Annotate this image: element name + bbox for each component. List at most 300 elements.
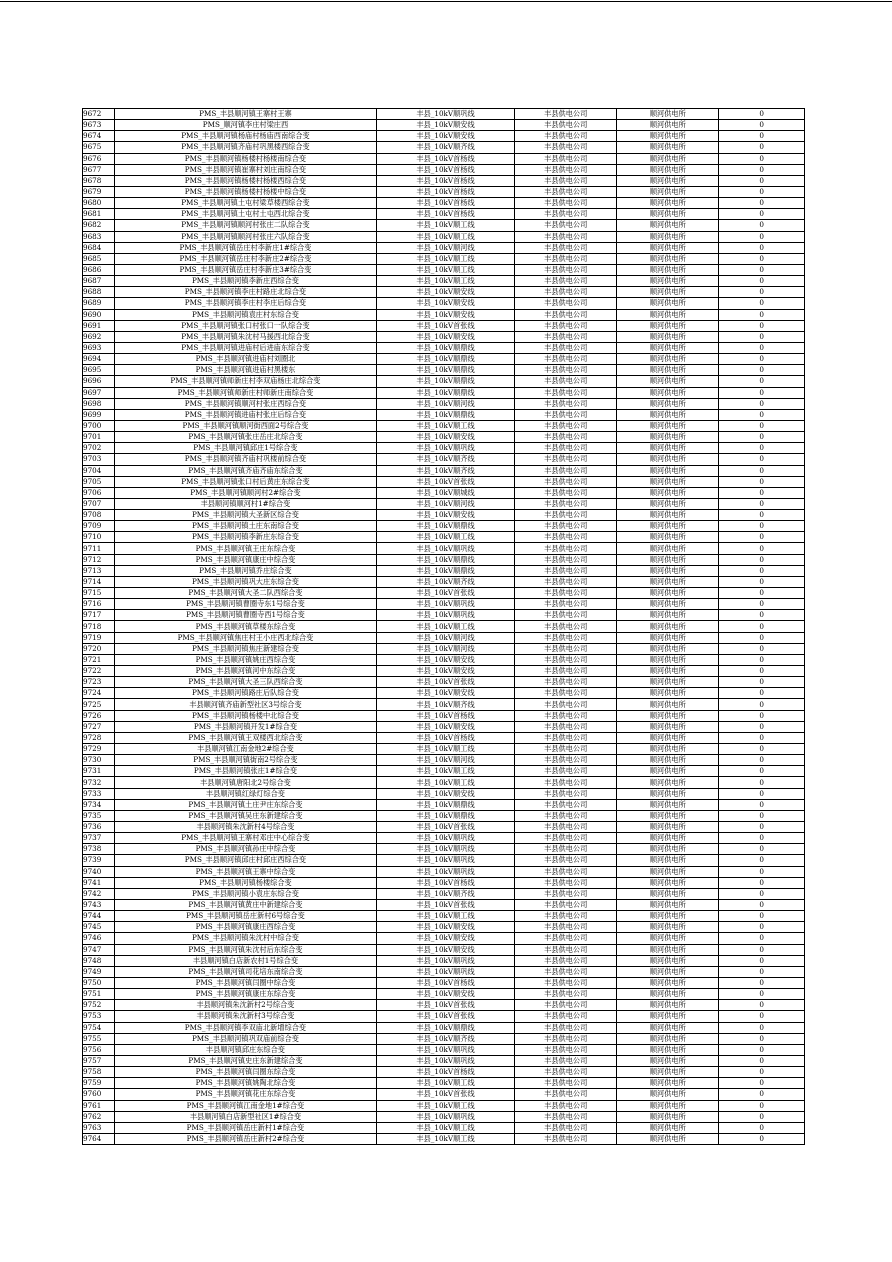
company-cell: 丰县供电公司 (515, 1022, 617, 1033)
station-cell: 顺河供电所 (617, 599, 719, 610)
transformer-name-cell: PMS_丰县顺河镇江南金地1#综合变 (114, 1100, 376, 1111)
transformer-name-cell: 丰县顺河镇朱沈新村4号综合变 (114, 822, 376, 833)
row-number-cell: 9730 (83, 755, 115, 766)
company-cell: 丰县供电公司 (515, 131, 617, 142)
feeder-line-cell: 丰县_10kV顺鼎线 (376, 799, 514, 810)
station-cell: 顺河供电所 (617, 354, 719, 365)
row-number-cell: 9753 (83, 1011, 115, 1022)
company-cell: 丰县供电公司 (515, 799, 617, 810)
row-number-cell: 9701 (83, 432, 115, 443)
value-cell: 0 (719, 855, 805, 866)
transformer-name-cell: PMS_丰县顺河镇路庄后队综合变 (114, 688, 376, 699)
row-number-cell: 9739 (83, 855, 115, 866)
value-cell: 0 (719, 989, 805, 1000)
station-cell: 顺河供电所 (617, 944, 719, 955)
row-number-cell: 9702 (83, 443, 115, 454)
feeder-line-cell: 丰县_10kV首张线 (376, 476, 514, 487)
transformer-name-cell: 丰县顺河镇红绿灯综合变 (114, 788, 376, 799)
feeder-line-cell: 丰县_10kV顺鼎线 (376, 342, 514, 353)
table-row (83, 1078, 805, 1089)
row-number-cell: 9708 (83, 510, 115, 521)
transformer-name-cell: PMS_丰县顺河镇岳庄新村6号综合变 (114, 911, 376, 922)
row-number-cell: 9755 (83, 1033, 115, 1044)
company-cell: 丰县供电公司 (515, 175, 617, 186)
row-number-cell: 9690 (83, 309, 115, 320)
transformer-name-cell: 丰县顺河镇白店新型社区1#综合变 (114, 1111, 376, 1122)
feeder-line-cell: 丰县_10kV顺安线 (376, 922, 514, 933)
feeder-line-cell: 丰县_10kV顺鼎线 (376, 554, 514, 565)
company-cell: 丰县供电公司 (515, 777, 617, 788)
row-number-cell: 9713 (83, 565, 115, 576)
feeder-line-cell: 丰县_10kV顺安线 (376, 287, 514, 298)
feeder-line-cell: 丰县_10kV顺河线 (376, 498, 514, 509)
value-cell: 0 (719, 944, 805, 955)
station-cell: 顺河供电所 (617, 331, 719, 342)
station-cell: 顺河供电所 (617, 788, 719, 799)
feeder-line-cell: 丰县_10kV顺城线 (376, 487, 514, 498)
row-number-cell: 9757 (83, 1055, 115, 1066)
row-number-cell: 9734 (83, 799, 115, 810)
company-cell: 丰县供电公司 (515, 944, 617, 955)
feeder-line-cell: 丰县_10kV顺安线 (376, 510, 514, 521)
transformer-name-cell: PMS_丰县顺河镇王寨中综合变 (114, 866, 376, 877)
station-cell: 顺河供电所 (617, 989, 719, 1000)
row-number-cell: 9763 (83, 1122, 115, 1133)
company-cell: 丰县供电公司 (515, 610, 617, 621)
company-cell: 丰县供电公司 (515, 365, 617, 376)
table-row (83, 1022, 805, 1033)
station-cell: 顺河供电所 (617, 721, 719, 732)
value-cell: 0 (719, 1022, 805, 1033)
row-number-cell: 9723 (83, 677, 115, 688)
row-number-cell: 9726 (83, 710, 115, 721)
feeder-line-cell: 丰县_10kV顺工线 (376, 231, 514, 242)
feeder-line-cell: 丰县_10kV顺鼎线 (376, 1022, 514, 1033)
row-number-cell: 9714 (83, 576, 115, 587)
feeder-line-cell: 丰县_10kV顺鼎线 (376, 354, 514, 365)
table-row (83, 298, 805, 309)
table-row (83, 944, 805, 955)
transformer-name-cell: PMS_丰县顺河镇王庄东综合变 (114, 543, 376, 554)
value-cell: 0 (719, 599, 805, 610)
table-row (83, 1044, 805, 1055)
transformer-name-cell: PMS_丰县顺河镇齐庙村巩黑楼西综合变 (114, 142, 376, 153)
value-cell: 0 (719, 198, 805, 209)
company-cell: 丰县供电公司 (515, 109, 617, 120)
table-row (83, 732, 805, 743)
company-cell: 丰县供电公司 (515, 276, 617, 287)
value-cell: 0 (719, 231, 805, 242)
row-number-cell: 9677 (83, 164, 115, 175)
value-cell: 0 (719, 175, 805, 186)
feeder-line-cell: 丰县_10kV顺安线 (376, 309, 514, 320)
feeder-line-cell: 丰县_10kV首张线 (376, 320, 514, 331)
company-cell: 丰县供电公司 (515, 621, 617, 632)
station-cell: 顺河供电所 (617, 621, 719, 632)
value-cell: 0 (719, 242, 805, 253)
transformer-name-cell: PMS_丰县顺河镇孙庄中综合变 (114, 844, 376, 855)
table-row (83, 131, 805, 142)
transformer-name-cell: PMS_丰县顺河镇姚陶北综合变 (114, 1078, 376, 1089)
feeder-line-cell: 丰县_10kV首杨线 (376, 877, 514, 888)
feeder-line-cell: 丰县_10kV顺工线 (376, 253, 514, 264)
transformer-name-cell: PMS_丰县顺河镇师新庄村师新庄南综合变 (114, 387, 376, 398)
transformer-name-cell: PMS_丰县顺河镇杨楼中北综合变 (114, 710, 376, 721)
company-cell: 丰县供电公司 (515, 899, 617, 910)
table-row (83, 822, 805, 833)
value-cell: 0 (719, 677, 805, 688)
row-number-cell: 9679 (83, 186, 115, 197)
transformer-name-cell: PMS_丰县顺河镇王寨村邓庄中心综合变 (114, 833, 376, 844)
transformer-name-cell: PMS_丰县顺河镇张庄岳庄北综合变 (114, 432, 376, 443)
station-cell: 顺河供电所 (617, 1022, 719, 1033)
feeder-line-cell: 丰县_10kV顺安线 (376, 933, 514, 944)
row-number-cell: 9725 (83, 699, 115, 710)
company-cell: 丰县供电公司 (515, 833, 617, 844)
table-row (83, 510, 805, 521)
row-number-cell: 9733 (83, 788, 115, 799)
station-cell: 顺河供电所 (617, 209, 719, 220)
table-row (83, 788, 805, 799)
transformer-name-cell: PMS_丰县顺河镇进庙村张庄后综合变 (114, 409, 376, 420)
transformer-name-cell: PMS_丰县顺河镇岳庄村李新庄1#综合变 (114, 242, 376, 253)
company-cell: 丰县供电公司 (515, 231, 617, 242)
feeder-line-cell: 丰县_10kV顺工线 (376, 621, 514, 632)
company-cell: 丰县供电公司 (515, 198, 617, 209)
company-cell: 丰县供电公司 (515, 632, 617, 643)
feeder-line-cell: 丰县_10kV顺安线 (376, 331, 514, 342)
station-cell: 顺河供电所 (617, 955, 719, 966)
row-number-cell: 9703 (83, 454, 115, 465)
transformer-name-cell: PMS_丰县顺河镇康庄东综合变 (114, 989, 376, 1000)
company-cell: 丰县供电公司 (515, 710, 617, 721)
feeder-line-cell: 丰县_10kV顺安线 (376, 654, 514, 665)
transformer-name-cell: PMS_丰县顺河镇焦庄新建综合变 (114, 643, 376, 654)
value-cell: 0 (719, 454, 805, 465)
value-cell: 0 (719, 532, 805, 543)
transformer-name-cell: PMS_丰县顺河镇朱沈村马援西北综合变 (114, 331, 376, 342)
table-row (83, 543, 805, 554)
feeder-line-cell: 丰县_10kV顺鼎线 (376, 387, 514, 398)
table-row (83, 521, 805, 532)
row-number-cell: 9729 (83, 744, 115, 755)
value-cell: 0 (719, 521, 805, 532)
station-cell: 顺河供电所 (617, 810, 719, 821)
station-cell: 顺河供电所 (617, 565, 719, 576)
value-cell: 0 (719, 209, 805, 220)
feeder-line-cell: 丰县_10kV首杨线 (376, 164, 514, 175)
station-cell: 顺河供电所 (617, 432, 719, 443)
company-cell: 丰县供电公司 (515, 532, 617, 543)
company-cell: 丰县供电公司 (515, 1055, 617, 1066)
value-cell: 0 (719, 387, 805, 398)
value-cell: 0 (719, 977, 805, 988)
value-cell: 0 (719, 487, 805, 498)
table-row (83, 498, 805, 509)
table-row (83, 922, 805, 933)
table-row (83, 432, 805, 443)
row-number-cell: 9711 (83, 543, 115, 554)
station-cell: 顺河供电所 (617, 1111, 719, 1122)
transformer-name-cell: PMS_丰县顺河镇乔庄综合变 (114, 565, 376, 576)
company-cell: 丰县供电公司 (515, 1111, 617, 1122)
table-row (83, 1033, 805, 1044)
value-cell: 0 (719, 554, 805, 565)
table-row (83, 621, 805, 632)
station-cell: 顺河供电所 (617, 387, 719, 398)
table-row (83, 755, 805, 766)
company-cell: 丰县供电公司 (515, 766, 617, 777)
feeder-line-cell: 丰县_10kV顺齐线 (376, 699, 514, 710)
table-row (83, 888, 805, 899)
feeder-line-cell: 丰县_10kV顺工线 (376, 1100, 514, 1111)
row-number-cell: 9762 (83, 1111, 115, 1122)
transformer-name-cell: PMS_丰县顺河镇土庄尹庄东综合变 (114, 799, 376, 810)
row-number-cell: 9744 (83, 911, 115, 922)
value-cell: 0 (719, 610, 805, 621)
table-row (83, 899, 805, 910)
row-number-cell: 9715 (83, 588, 115, 599)
company-cell: 丰县供电公司 (515, 521, 617, 532)
feeder-line-cell: 丰县_10kV顺巩线 (376, 866, 514, 877)
transformer-name-cell: 丰县顺河镇邱庄东综合变 (114, 1044, 376, 1055)
row-number-cell: 9728 (83, 732, 115, 743)
transformer-name-cell: 丰县顺河镇齐庙新型社区3号综合变 (114, 699, 376, 710)
station-cell: 顺河供电所 (617, 822, 719, 833)
feeder-line-cell: 丰县_10kV顺巩线 (376, 599, 514, 610)
company-cell: 丰县供电公司 (515, 298, 617, 309)
transformer-name-cell: PMS_丰县顺河镇袁庄村东综合变 (114, 309, 376, 320)
table-row (83, 766, 805, 777)
table-row (83, 1055, 805, 1066)
company-cell: 丰县供电公司 (515, 554, 617, 565)
station-cell: 顺河供电所 (617, 120, 719, 131)
table-row (83, 632, 805, 643)
value-cell: 0 (719, 621, 805, 632)
transformer-name-cell: PMS_丰县顺河镇吴庄东新建综合变 (114, 810, 376, 821)
table-row (83, 1067, 805, 1078)
station-cell: 顺河供电所 (617, 732, 719, 743)
row-number-cell: 9754 (83, 1022, 115, 1033)
feeder-line-cell: 丰县_10kV顺河线 (376, 755, 514, 766)
value-cell: 0 (719, 810, 805, 821)
transformer-name-cell: PMS_丰县顺河镇大圣新区综合变 (114, 510, 376, 521)
row-number-cell: 9743 (83, 899, 115, 910)
station-cell: 顺河供电所 (617, 844, 719, 855)
transformer-name-cell: PMS_丰县顺河镇李庄村李庄后综合变 (114, 298, 376, 309)
feeder-line-cell: 丰县_10kV顺巩线 (376, 844, 514, 855)
value-cell: 0 (719, 844, 805, 855)
table-row (83, 744, 805, 755)
table-row (83, 454, 805, 465)
value-cell: 0 (719, 298, 805, 309)
station-cell: 顺河供电所 (617, 554, 719, 565)
company-cell: 丰县供电公司 (515, 476, 617, 487)
feeder-line-cell: 丰县_10kV顺齐线 (376, 888, 514, 899)
row-number-cell: 9759 (83, 1078, 115, 1089)
value-cell: 0 (719, 432, 805, 443)
feeder-line-cell: 丰县_10kV顺安线 (376, 721, 514, 732)
station-cell: 顺河供电所 (617, 977, 719, 988)
feeder-line-cell: 丰县_10kV顺工线 (376, 1122, 514, 1133)
transformer-name-cell: PMS_丰县顺河镇李新庄西综合变 (114, 276, 376, 287)
transformer-name-cell: PMS_丰县顺河镇姚庄西综合变 (114, 654, 376, 665)
station-cell: 顺河供电所 (617, 420, 719, 431)
value-cell: 0 (719, 320, 805, 331)
company-cell: 丰县供电公司 (515, 599, 617, 610)
company-cell: 丰县供电公司 (515, 432, 617, 443)
table-row (83, 1089, 805, 1100)
company-cell: 丰县供电公司 (515, 911, 617, 922)
company-cell: 丰县供电公司 (515, 977, 617, 988)
transformer-name-cell: PMS_丰县顺河镇李双庙北新增综合变 (114, 1022, 376, 1033)
row-number-cell: 9749 (83, 966, 115, 977)
feeder-line-cell: 丰县_10kV首张线 (376, 677, 514, 688)
station-cell: 顺河供电所 (617, 498, 719, 509)
transformer-name-cell: PMS_顺河镇李庄村梁庄西 (114, 120, 376, 131)
value-cell: 0 (719, 1078, 805, 1089)
feeder-line-cell: 丰县_10kV顺巩线 (376, 955, 514, 966)
company-cell: 丰县供电公司 (515, 409, 617, 420)
feeder-line-cell: 丰县_10kV顺河线 (376, 643, 514, 654)
transformer-name-cell: PMS_丰县顺河镇河中东综合变 (114, 666, 376, 677)
station-cell: 顺河供电所 (617, 1055, 719, 1066)
transformer-name-cell: PMS_丰县顺河镇土庄东南综合变 (114, 521, 376, 532)
value-cell: 0 (719, 142, 805, 153)
station-cell: 顺河供电所 (617, 766, 719, 777)
feeder-line-cell: 丰县_10kV首杨线 (376, 175, 514, 186)
feeder-line-cell: 丰县_10kV首杨线 (376, 732, 514, 743)
value-cell: 0 (719, 465, 805, 476)
station-cell: 顺河供电所 (617, 1000, 719, 1011)
feeder-line-cell: 丰县_10kV首杨线 (376, 153, 514, 164)
transformer-name-cell: PMS_丰县顺河镇师新庄村李双庙杨庄北综合变 (114, 376, 376, 387)
transformer-name-cell: PMS_丰县顺河镇闫圈中综合变 (114, 977, 376, 988)
row-number-cell: 9709 (83, 521, 115, 532)
company-cell: 丰县供电公司 (515, 209, 617, 220)
company-cell: 丰县供电公司 (515, 654, 617, 665)
station-cell: 顺河供电所 (617, 1133, 719, 1144)
feeder-line-cell: 丰县_10kV顺巩线 (376, 833, 514, 844)
feeder-line-cell: 丰县_10kV顺河线 (376, 398, 514, 409)
value-cell: 0 (719, 309, 805, 320)
feeder-line-cell: 丰县_10kV顺安线 (376, 788, 514, 799)
station-cell: 顺河供电所 (617, 654, 719, 665)
row-number-cell: 9678 (83, 175, 115, 186)
feeder-line-cell: 丰县_10kV顺工线 (376, 264, 514, 275)
value-cell: 0 (719, 365, 805, 376)
row-number-cell: 9680 (83, 198, 115, 209)
row-number-cell: 9681 (83, 209, 115, 220)
row-number-cell: 9693 (83, 342, 115, 353)
company-cell: 丰县供电公司 (515, 877, 617, 888)
station-cell: 顺河供电所 (617, 632, 719, 643)
feeder-line-cell: 丰县_10kV顺安线 (376, 989, 514, 1000)
transformer-name-cell: PMS_丰县顺河镇王双楼西北综合变 (114, 732, 376, 743)
transformer-name-cell: PMS_丰县顺河镇土屯村梁草楼西综合变 (114, 198, 376, 209)
table-row (83, 376, 805, 387)
transformer-name-cell: PMS_丰县顺河镇曹圈寺西1号综合变 (114, 610, 376, 621)
feeder-line-cell: 丰县_10kV顺巩线 (376, 966, 514, 977)
feeder-line-cell: 丰县_10kV顺安线 (376, 666, 514, 677)
row-number-cell: 9742 (83, 888, 115, 899)
value-cell: 0 (719, 788, 805, 799)
station-cell: 顺河供电所 (617, 287, 719, 298)
row-number-cell: 9724 (83, 688, 115, 699)
transformer-name-cell: PMS_丰县顺河镇进庙村黑楼东 (114, 365, 376, 376)
value-cell: 0 (719, 955, 805, 966)
transformer-name-cell: PMS_丰县顺河镇齐庙齐庙东综合变 (114, 465, 376, 476)
feeder-line-cell: 丰县_10kV首杨线 (376, 198, 514, 209)
transformer-name-cell: PMS_丰县顺河镇邱庄1号综合变 (114, 443, 376, 454)
row-number-cell: 9736 (83, 822, 115, 833)
table-row (83, 443, 805, 454)
company-cell: 丰县供电公司 (515, 955, 617, 966)
feeder-line-cell: 丰县_10kV顺工线 (376, 1133, 514, 1144)
value-cell: 0 (719, 354, 805, 365)
table-row (83, 933, 805, 944)
company-cell: 丰县供电公司 (515, 443, 617, 454)
transformer-name-cell: 丰县顺河镇朱沈新村3号综合变 (114, 1011, 376, 1022)
row-number-cell: 9687 (83, 276, 115, 287)
table-row (83, 688, 805, 699)
value-cell: 0 (719, 799, 805, 810)
row-number-cell: 9752 (83, 1000, 115, 1011)
feeder-line-cell: 丰县_10kV顺工线 (376, 1078, 514, 1089)
company-cell: 丰县供电公司 (515, 1011, 617, 1022)
company-cell: 丰县供电公司 (515, 721, 617, 732)
station-cell: 顺河供电所 (617, 398, 719, 409)
row-number-cell: 9689 (83, 298, 115, 309)
table-row (83, 1111, 805, 1122)
company-cell: 丰县供电公司 (515, 1100, 617, 1111)
company-cell: 丰县供电公司 (515, 699, 617, 710)
value-cell: 0 (719, 131, 805, 142)
row-number-cell: 9706 (83, 487, 115, 498)
company-cell: 丰县供电公司 (515, 1133, 617, 1144)
table-row (83, 1000, 805, 1011)
feeder-line-cell: 丰县_10kV顺巩线 (376, 543, 514, 554)
station-cell: 顺河供电所 (617, 153, 719, 164)
station-cell: 顺河供电所 (617, 1033, 719, 1044)
station-cell: 顺河供电所 (617, 688, 719, 699)
company-cell: 丰县供电公司 (515, 989, 617, 1000)
value-cell: 0 (719, 899, 805, 910)
station-cell: 顺河供电所 (617, 175, 719, 186)
table-row (83, 465, 805, 476)
station-cell: 顺河供电所 (617, 1067, 719, 1078)
company-cell: 丰县供电公司 (515, 220, 617, 231)
table-row (83, 387, 805, 398)
value-cell: 0 (719, 376, 805, 387)
station-cell: 顺河供电所 (617, 610, 719, 621)
row-number-cell: 9691 (83, 320, 115, 331)
transformer-name-cell: PMS_丰县顺河镇崔寨村刘庄南综合变 (114, 164, 376, 175)
row-number-cell: 9722 (83, 666, 115, 677)
value-cell: 0 (719, 331, 805, 342)
row-number-cell: 9764 (83, 1133, 115, 1144)
transformer-name-cell: PMS_丰县顺河镇土屯村土屯西北综合变 (114, 209, 376, 220)
feeder-line-cell: 丰县_10kV首张线 (376, 899, 514, 910)
table-row (83, 721, 805, 732)
row-number-cell: 9717 (83, 610, 115, 621)
table-row (83, 409, 805, 420)
value-cell: 0 (719, 476, 805, 487)
table-row (83, 231, 805, 242)
station-cell: 顺河供电所 (617, 855, 719, 866)
row-number-cell: 9747 (83, 944, 115, 955)
feeder-line-cell: 丰县_10kV顺安线 (376, 120, 514, 131)
